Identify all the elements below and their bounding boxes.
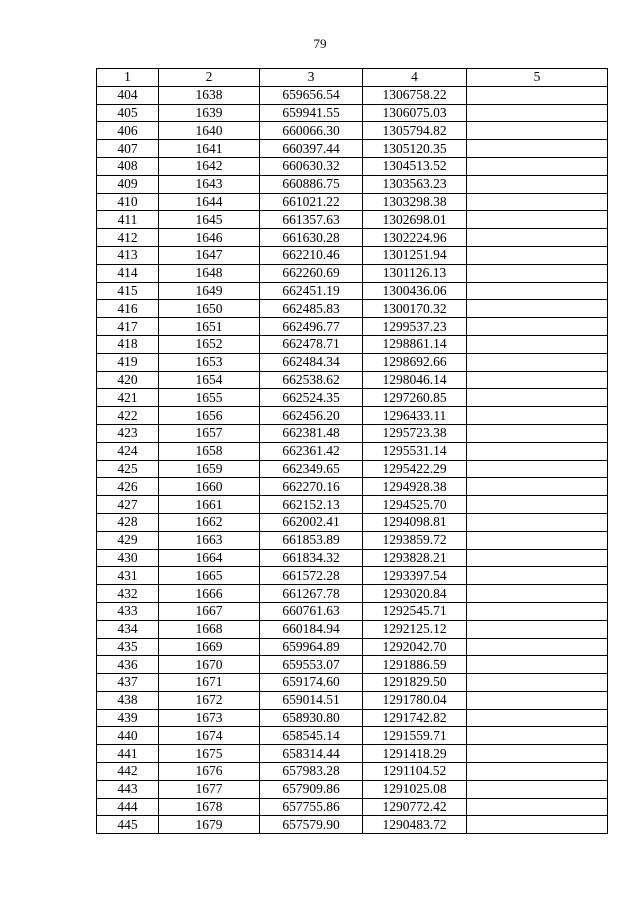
notes-cell [467,353,608,371]
point-number-cell: 1676 [159,763,260,781]
table-row [97,656,608,674]
x-coordinate-cell: 662524.35 [260,389,363,407]
notes-cell [467,585,608,603]
point-number-cell: 1649 [159,282,260,300]
x-coordinate-cell: 661630.28 [260,229,363,247]
table-row [97,478,608,496]
y-coordinate-cell: 1306075.03 [363,104,467,122]
x-coordinate-cell: 662260.69 [260,264,363,282]
column-header-4: 4 [363,69,467,87]
x-coordinate-cell: 662381.48 [260,424,363,442]
notes-cell [467,407,608,425]
y-coordinate-cell: 1305794.82 [363,122,467,140]
x-coordinate-cell: 660184.94 [260,620,363,638]
row-number-cell: 441 [97,745,159,763]
point-number-cell: 1667 [159,602,260,620]
row-number-cell: 418 [97,335,159,353]
row-number-cell: 417 [97,318,159,336]
table-row [97,780,608,798]
point-number-cell: 1674 [159,727,260,745]
row-number-cell: 414 [97,264,159,282]
x-coordinate-cell: 659964.89 [260,638,363,656]
row-number-cell: 405 [97,104,159,122]
point-number-cell: 1644 [159,193,260,211]
y-coordinate-cell: 1303563.23 [363,175,467,193]
row-number-cell: 430 [97,549,159,567]
x-coordinate-cell: 661572.28 [260,567,363,585]
y-coordinate-cell: 1306758.22 [363,86,467,104]
y-coordinate-cell: 1294098.81 [363,513,467,531]
y-coordinate-cell: 1291742.82 [363,709,467,727]
table-row [97,496,608,514]
y-coordinate-cell: 1300170.32 [363,300,467,318]
x-coordinate-cell: 661853.89 [260,531,363,549]
point-number-cell: 1656 [159,407,260,425]
row-number-cell: 411 [97,211,159,229]
row-number-cell: 435 [97,638,159,656]
row-number-cell: 424 [97,442,159,460]
table-row [97,140,608,158]
table-row [97,407,608,425]
x-coordinate-cell: 660397.44 [260,140,363,158]
point-number-cell: 1645 [159,211,260,229]
column-header-1: 1 [97,69,159,87]
notes-cell [467,175,608,193]
notes-cell [467,496,608,514]
point-number-cell: 1655 [159,389,260,407]
y-coordinate-cell: 1300436.06 [363,282,467,300]
table-row [97,567,608,585]
column-header-3: 3 [260,69,363,87]
notes-cell [467,193,608,211]
point-number-cell: 1646 [159,229,260,247]
point-number-cell: 1652 [159,335,260,353]
notes-cell [467,727,608,745]
table-row [97,211,608,229]
point-number-cell: 1668 [159,620,260,638]
point-number-cell: 1639 [159,104,260,122]
x-coordinate-cell: 659656.54 [260,86,363,104]
notes-cell [467,816,608,834]
notes-cell [467,442,608,460]
x-coordinate-cell: 662484.34 [260,353,363,371]
x-coordinate-cell: 657983.28 [260,763,363,781]
y-coordinate-cell: 1299537.23 [363,318,467,336]
x-coordinate-cell: 662451.19 [260,282,363,300]
table-row [97,335,608,353]
x-coordinate-cell: 657579.90 [260,816,363,834]
table-row [97,193,608,211]
point-number-cell: 1659 [159,460,260,478]
point-number-cell: 1653 [159,353,260,371]
x-coordinate-cell: 658930.80 [260,709,363,727]
x-coordinate-cell: 662210.46 [260,246,363,264]
y-coordinate-cell: 1293828.21 [363,549,467,567]
y-coordinate-cell: 1303298.38 [363,193,467,211]
row-number-cell: 426 [97,478,159,496]
row-number-cell: 442 [97,763,159,781]
x-coordinate-cell: 658314.44 [260,745,363,763]
row-number-cell: 432 [97,585,159,603]
table-row [97,585,608,603]
notes-cell [467,656,608,674]
row-number-cell: 427 [97,496,159,514]
notes-cell [467,318,608,336]
notes-cell [467,335,608,353]
point-number-cell: 1673 [159,709,260,727]
table-row [97,175,608,193]
table-row [97,727,608,745]
x-coordinate-cell: 661021.22 [260,193,363,211]
y-coordinate-cell: 1305120.35 [363,140,467,158]
row-number-cell: 433 [97,602,159,620]
column-header-2: 2 [159,69,260,87]
row-number-cell: 445 [97,816,159,834]
x-coordinate-cell: 658545.14 [260,727,363,745]
y-coordinate-cell: 1296433.11 [363,407,467,425]
notes-cell [467,763,608,781]
table-row [97,424,608,442]
table-row [97,353,608,371]
notes-cell [467,389,608,407]
table-row [97,86,608,104]
point-number-cell: 1641 [159,140,260,158]
y-coordinate-cell: 1301251.94 [363,246,467,264]
row-number-cell: 429 [97,531,159,549]
y-coordinate-cell: 1298046.14 [363,371,467,389]
notes-cell [467,282,608,300]
notes-cell [467,229,608,247]
table-row [97,442,608,460]
notes-cell [467,638,608,656]
table-row [97,620,608,638]
table-header [97,69,608,87]
notes-cell [467,513,608,531]
row-number-cell: 419 [97,353,159,371]
row-number-cell: 436 [97,656,159,674]
y-coordinate-cell: 1295723.38 [363,424,467,442]
column-header-5: 5 [467,69,608,87]
notes-cell [467,602,608,620]
point-number-cell: 1662 [159,513,260,531]
point-number-cell: 1661 [159,496,260,514]
point-number-cell: 1647 [159,246,260,264]
point-number-cell: 1643 [159,175,260,193]
table-row [97,318,608,336]
row-number-cell: 412 [97,229,159,247]
x-coordinate-cell: 662002.41 [260,513,363,531]
x-coordinate-cell: 661267.78 [260,585,363,603]
table-row [97,282,608,300]
notes-cell [467,211,608,229]
row-number-cell: 423 [97,424,159,442]
table-row [97,531,608,549]
notes-cell [467,140,608,158]
point-number-cell: 1657 [159,424,260,442]
table-row [97,638,608,656]
y-coordinate-cell: 1302698.01 [363,211,467,229]
x-coordinate-cell: 662496.77 [260,318,363,336]
coordinates-table [96,68,608,834]
point-number-cell: 1670 [159,656,260,674]
point-number-cell: 1648 [159,264,260,282]
y-coordinate-cell: 1292545.71 [363,602,467,620]
point-number-cell: 1650 [159,300,260,318]
y-coordinate-cell: 1304513.52 [363,157,467,175]
point-number-cell: 1671 [159,674,260,692]
point-number-cell: 1660 [159,478,260,496]
row-number-cell: 439 [97,709,159,727]
row-number-cell: 431 [97,567,159,585]
page-number: 79 [313,36,327,51]
notes-cell [467,104,608,122]
notes-cell [467,157,608,175]
x-coordinate-cell: 662270.16 [260,478,363,496]
y-coordinate-cell: 1294928.38 [363,478,467,496]
x-coordinate-cell: 657909.86 [260,780,363,798]
x-coordinate-cell: 659941.55 [260,104,363,122]
notes-cell [467,371,608,389]
x-coordinate-cell: 659553.07 [260,656,363,674]
point-number-cell: 1663 [159,531,260,549]
notes-cell [467,691,608,709]
row-number-cell: 409 [97,175,159,193]
x-coordinate-cell: 657755.86 [260,798,363,816]
table-row [97,460,608,478]
point-number-cell: 1678 [159,798,260,816]
notes-cell [467,460,608,478]
row-number-cell: 422 [97,407,159,425]
row-number-cell: 406 [97,122,159,140]
table-row [97,157,608,175]
table-body [97,86,608,833]
y-coordinate-cell: 1290772.42 [363,798,467,816]
x-coordinate-cell: 660066.30 [260,122,363,140]
row-number-cell: 416 [97,300,159,318]
point-number-cell: 1669 [159,638,260,656]
x-coordinate-cell: 659014.51 [260,691,363,709]
row-number-cell: 437 [97,674,159,692]
table-row [97,816,608,834]
point-number-cell: 1638 [159,86,260,104]
table-row [97,104,608,122]
table-row [97,229,608,247]
point-number-cell: 1672 [159,691,260,709]
notes-cell [467,567,608,585]
row-number-cell: 434 [97,620,159,638]
notes-cell [467,780,608,798]
x-coordinate-cell: 662152.13 [260,496,363,514]
table-row [97,691,608,709]
row-number-cell: 425 [97,460,159,478]
x-coordinate-cell: 662485.83 [260,300,363,318]
notes-cell [467,620,608,638]
table-row [97,674,608,692]
table-row [97,371,608,389]
table-row [97,389,608,407]
row-number-cell: 444 [97,798,159,816]
x-coordinate-cell: 660761.63 [260,602,363,620]
point-number-cell: 1677 [159,780,260,798]
point-number-cell: 1640 [159,122,260,140]
y-coordinate-cell: 1290483.72 [363,816,467,834]
x-coordinate-cell: 662456.20 [260,407,363,425]
x-coordinate-cell: 662361.42 [260,442,363,460]
row-number-cell: 438 [97,691,159,709]
y-coordinate-cell: 1294525.70 [363,496,467,514]
row-number-cell: 404 [97,86,159,104]
x-coordinate-cell: 661834.32 [260,549,363,567]
y-coordinate-cell: 1291886.59 [363,656,467,674]
x-coordinate-cell: 660886.75 [260,175,363,193]
table-row [97,264,608,282]
x-coordinate-cell: 662538.62 [260,371,363,389]
y-coordinate-cell: 1291780.04 [363,691,467,709]
x-coordinate-cell: 662349.65 [260,460,363,478]
row-number-cell: 420 [97,371,159,389]
table-row [97,745,608,763]
point-number-cell: 1658 [159,442,260,460]
notes-cell [467,86,608,104]
point-number-cell: 1666 [159,585,260,603]
table-row [97,513,608,531]
row-number-cell: 407 [97,140,159,158]
point-number-cell: 1642 [159,157,260,175]
table-row [97,709,608,727]
y-coordinate-cell: 1293020.84 [363,585,467,603]
row-number-cell: 421 [97,389,159,407]
row-number-cell: 413 [97,246,159,264]
point-number-cell: 1654 [159,371,260,389]
notes-cell [467,264,608,282]
y-coordinate-cell: 1292125.12 [363,620,467,638]
table-row [97,798,608,816]
table-row [97,300,608,318]
table-row [97,122,608,140]
y-coordinate-cell: 1295531.14 [363,442,467,460]
header-row [97,69,608,87]
row-number-cell: 428 [97,513,159,531]
table-row [97,246,608,264]
y-coordinate-cell: 1293859.72 [363,531,467,549]
table-row [97,763,608,781]
y-coordinate-cell: 1291559.71 [363,727,467,745]
y-coordinate-cell: 1291418.29 [363,745,467,763]
y-coordinate-cell: 1291104.52 [363,763,467,781]
notes-cell [467,549,608,567]
x-coordinate-cell: 659174.60 [260,674,363,692]
notes-cell [467,300,608,318]
y-coordinate-cell: 1301126.13 [363,264,467,282]
notes-cell [467,798,608,816]
point-number-cell: 1665 [159,567,260,585]
x-coordinate-cell: 661357.63 [260,211,363,229]
row-number-cell: 415 [97,282,159,300]
point-number-cell: 1664 [159,549,260,567]
y-coordinate-cell: 1297260.85 [363,389,467,407]
notes-cell [467,745,608,763]
notes-cell [467,122,608,140]
x-coordinate-cell: 662478.71 [260,335,363,353]
y-coordinate-cell: 1291025.08 [363,780,467,798]
point-number-cell: 1675 [159,745,260,763]
y-coordinate-cell: 1298861.14 [363,335,467,353]
row-number-cell: 408 [97,157,159,175]
y-coordinate-cell: 1293397.54 [363,567,467,585]
y-coordinate-cell: 1295422.29 [363,460,467,478]
row-number-cell: 443 [97,780,159,798]
table-row [97,602,608,620]
notes-cell [467,531,608,549]
notes-cell [467,709,608,727]
notes-cell [467,424,608,442]
point-number-cell: 1651 [159,318,260,336]
notes-cell [467,674,608,692]
y-coordinate-cell: 1292042.70 [363,638,467,656]
y-coordinate-cell: 1298692.66 [363,353,467,371]
row-number-cell: 410 [97,193,159,211]
y-coordinate-cell: 1291829.50 [363,674,467,692]
notes-cell [467,478,608,496]
x-coordinate-cell: 660630.32 [260,157,363,175]
point-number-cell: 1679 [159,816,260,834]
row-number-cell: 440 [97,727,159,745]
table-row [97,549,608,567]
notes-cell [467,246,608,264]
y-coordinate-cell: 1302224.96 [363,229,467,247]
